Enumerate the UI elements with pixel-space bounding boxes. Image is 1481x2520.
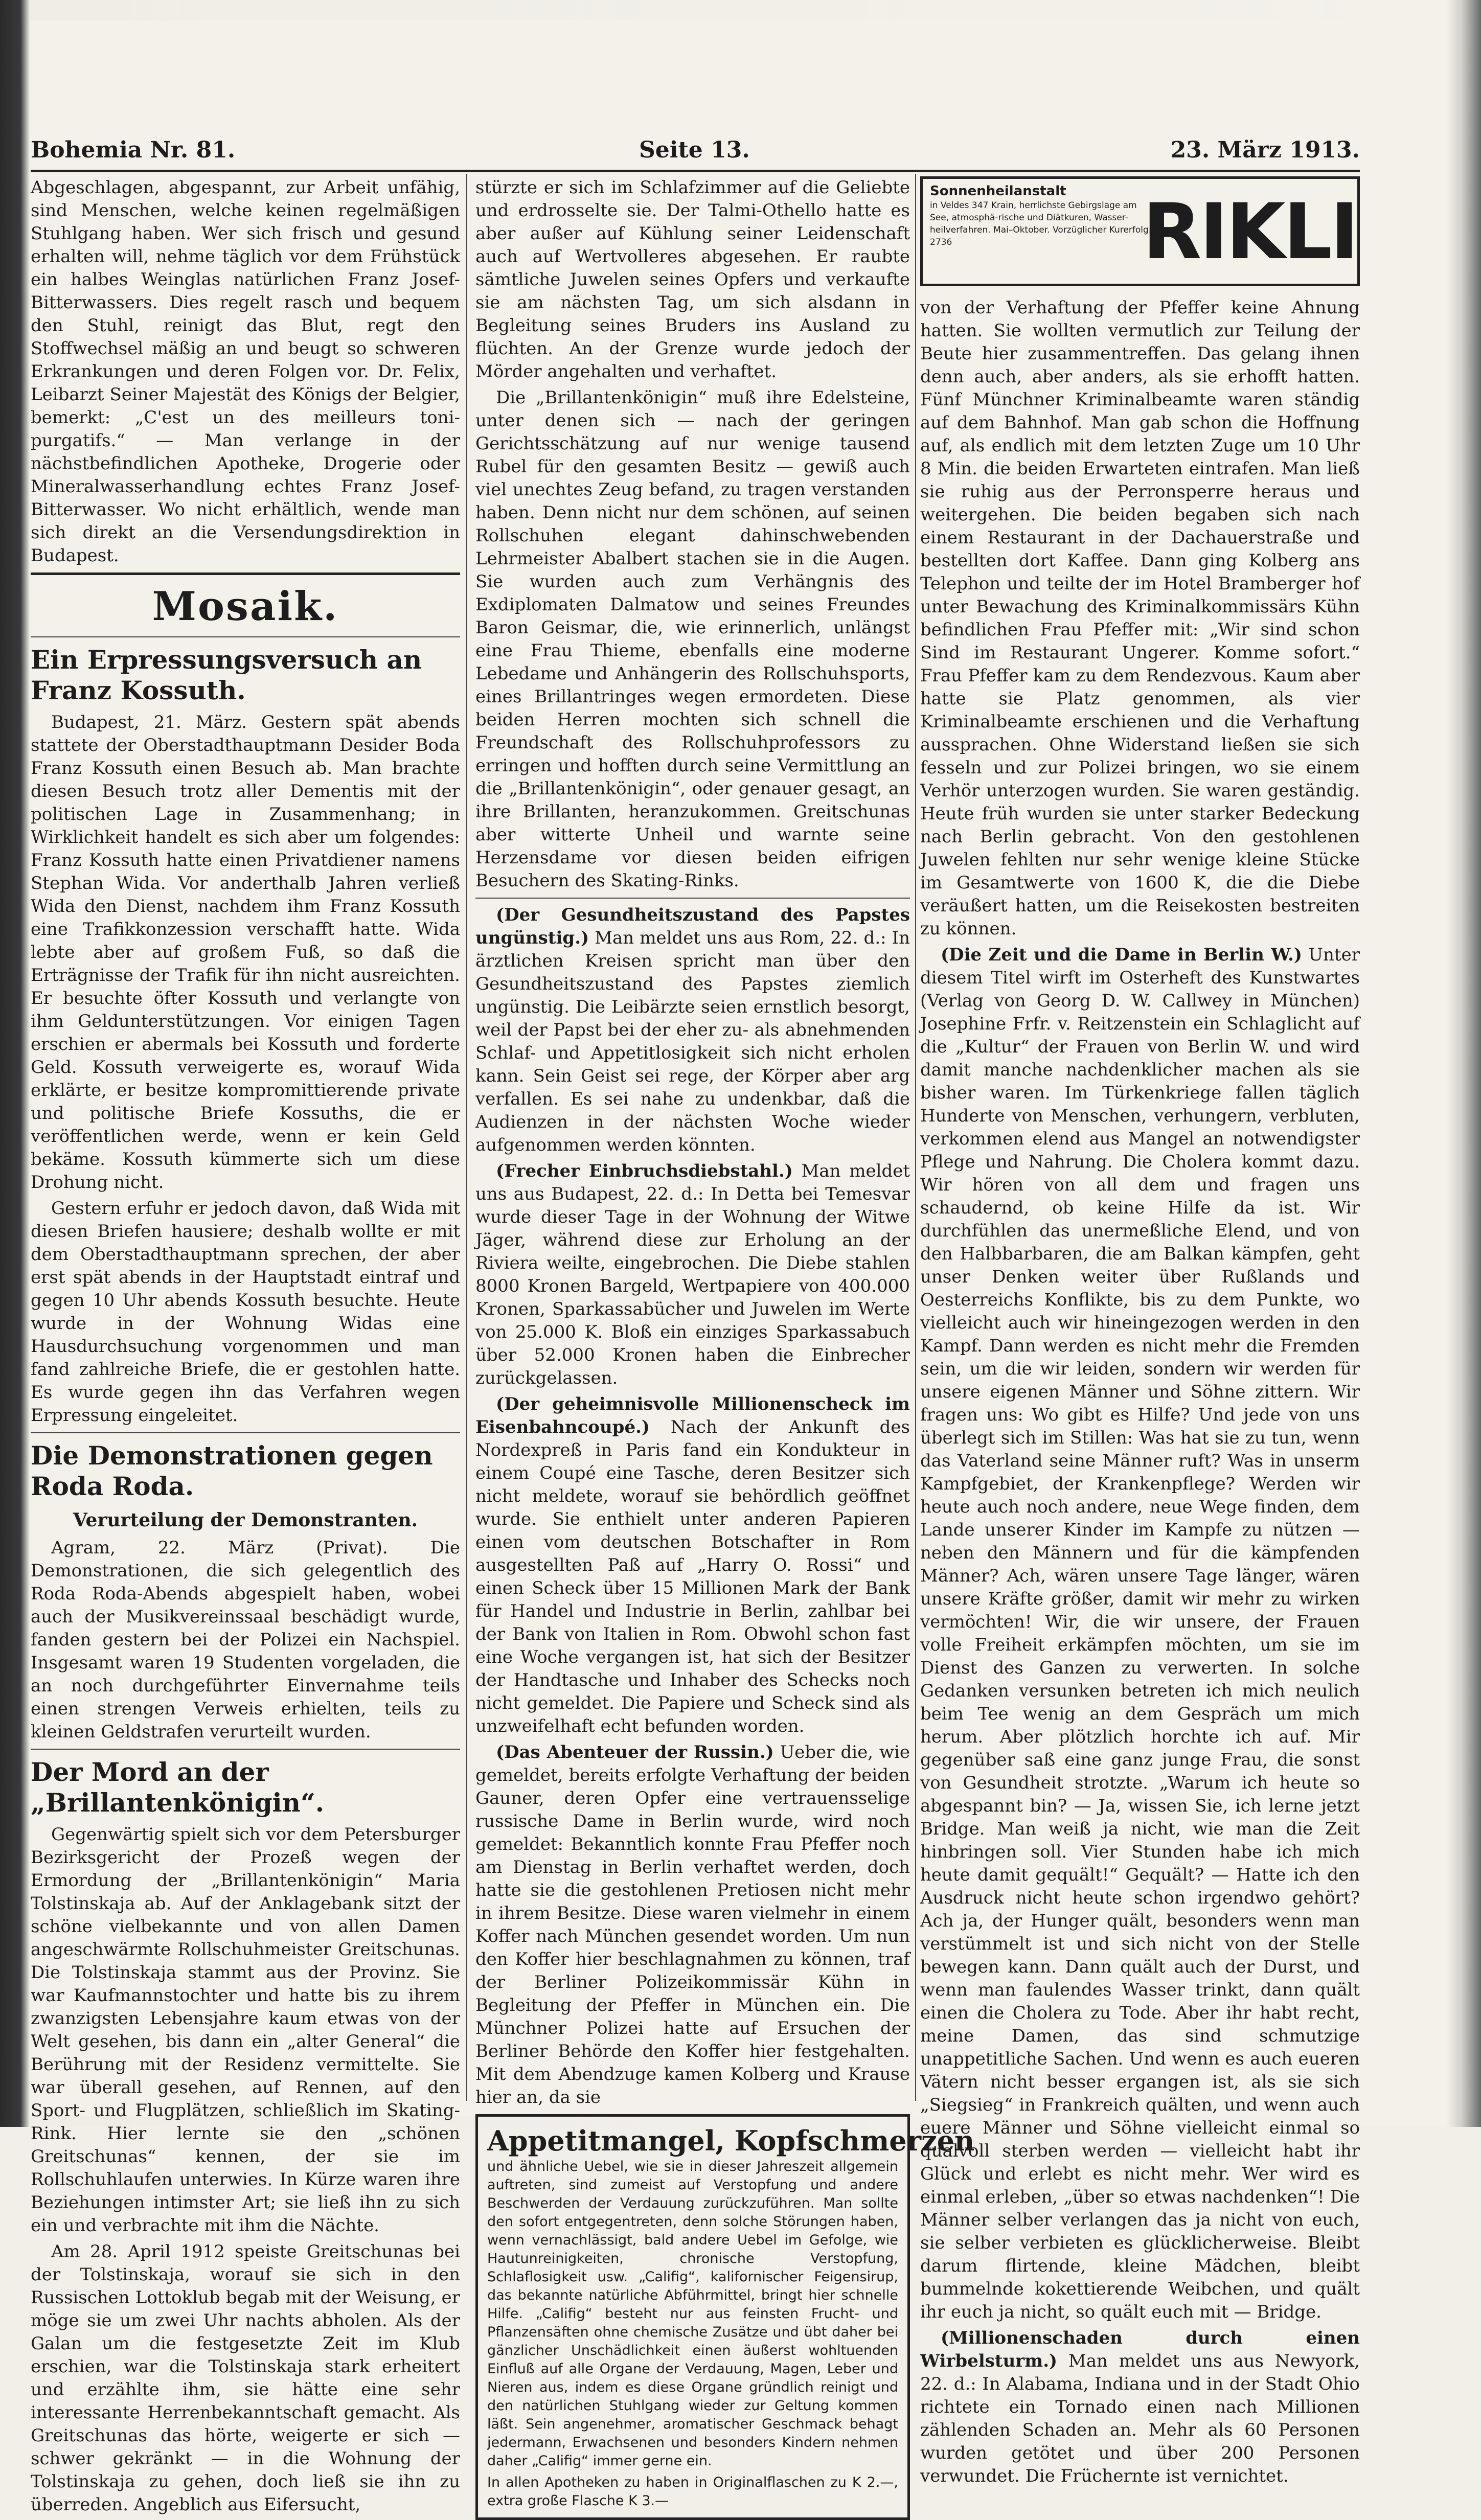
article-brillantenkoenigin-p1: Gegenwärtig spielt sich vor dem Petersburger Bezirksgericht der Prozeß wegen der Ermordung der „Brillantenkönigin“ Maria Tolstinskaja ab. Auf der Anklagebank sitzt der schöne vielbekannte und von allen Damen angeschwärmte Rollschuhmeister Greitschunas. Die Tolstinskaja stammt aus der Provinz. Sie war Kaufmannstochter und hatte bis zu ihrem zwanzigsten Lebensjahre kaum etwas von der Welt gesehen, bis dann ein „alter General“ die Berührung mit der Residenz vermittelte. Sie war überall gesehen, auf Rennen, auf den Sport- und Flugplätzen, schließlich im Skating-Rink. Hier lernte sie den „schönen Greitschunas“ kennen, der sie im Rollschuhlaufen unterwies. In Kürze waren ihre Beziehungen intimster Art; sie ließ ihn zu sich ein und verbrachte mit ihm die Nächte. (31, 1824, 460, 2236)
column-divider-1 (466, 174, 467, 2101)
header-date: 23. März 1913. (1170, 137, 1360, 163)
article-rule (31, 1749, 460, 1750)
section-rule (31, 572, 460, 575)
header-page-number: Seite 13. (639, 137, 750, 163)
news-russin-body: Ueber die, wie gemeldet, bereits erfolgte Verhaftung der beiden Gauner, deren Opfer eine vertrauensselige russische Dame in Berlin wurde, wird noch gemeldet: Bekanntlich konnte Frau Pfeffer noch am Dienstag in Berlin verhaftet werden, doch hatte sie die gestohlenen Pretiosen nicht mehr in ihrem Besitze. Diese waren vielmehr in einem Koffer nach München gesendet worden. Um nun den Koffer hier beschlagnahmen zu können, traf der Berliner Polizeikommissär Kühn in Begleitung der Pfeffer in München ein. Die Münchner Polizei hatte auf Ersuchen der Berliner Behörde den Koffer hier festgehalten. Mit dem Abendzuge kamen Kolberg und Krause hier an, da sie (475, 1742, 910, 2107)
news-millionenscheck-body: Nach der Ankunft des Nordexpreß in Paris fand ein Kondukteur in einem Coupé eine Tasche, deren Besitzer sich nicht meldete, worauf sie behördlich geöffnet wurde. Sie enthielt unter anderen Papieren einen vom deutschen Botschafter in Rom ausgestellten Paß auf „Harry O. Rossi“ und einen Scheck über 15 Millionen Mark der Bank für Handel und Industrie in Berlin, zahlbar bei der Bank von Italien in Rom. Obwohl schon fast eine Woche vergangen ist, hat sich der Besitzer der Handtasche und Inhaber des Schecks noch nicht gemeldet. Die Papiere und Scheck sind als unzweifelhaft echt befunden worden. (475, 1417, 910, 1736)
news-russin-title: (Das Abenteuer der Russin.) (496, 1742, 774, 1762)
news-millionenscheck (475, 1393, 910, 1738)
bitterwasser-ad-text: Abgeschlagen, abgespannt, zur Arbeit unfähig, sind Menschen, welche keinen regelmäßigen Stuhlgang haben. Wer sich frisch und gesund erhalten will, nehme täglich vor dem Frühstück ein halbes Weinglas natürlichen Franz Josef-Bitterwassers. Dies regelt rasch und bequem den Stuhl, reinigt das Blut, regt den Stoffwechsel mäßig an und beugt so schweren Erkrankungen und deren Folgen vor. Dr. Felix, Leibarzt Seiner Majestät des Königs der Belgier, bemerkt: „C'est un des meilleurs toni-purgatifs.“ — Man verlange in der nächstbefindlichen Apotheke, Drogerie oder Mineralwasserhandlung echtes Franz Josef-Bitterwasser. Wo nicht erhältlich, wende man sich direkt an die Versendungsdirektion in Budapest. (31, 177, 460, 566)
column-2 (475, 176, 975, 2509)
news-papst (475, 904, 910, 1157)
rikli-ad (920, 176, 1360, 286)
column-1 (31, 176, 460, 2515)
article-title-roda-roda: Die Demonstrationen gegen Roda Roda. (31, 1440, 433, 1501)
article-kossuth-p2: Gestern erfuhr er jedoch davon, daß Wida mit diesen Briefen hausiere; deshalb wollte er mit dem Oberstadthauptmann sprechen, der aber erst spät abends in der Hauptstadt eintraf und gegen 10 Uhr abends Kossuth besuchte. Heute wurde in der Wohnung Widas eine Hausdurchsuchung vorgenommen und man fand zahlreiche Briefe, die er gestohlen hatte. Es wurde gegen ihn das Verfahren wegen Erpressung eingeleitet. (31, 1198, 460, 1426)
header-rule (31, 170, 1360, 172)
title-rule (31, 636, 460, 637)
news-dame-berlin (920, 944, 1360, 2324)
news-wirbelsturm (920, 2327, 1360, 2488)
article-title-kossuth: Ein Erpressungsversuch an Franz Kossuth. (31, 645, 422, 705)
brillantenkoenigin-cont-p2: Die „Brillantenkönigin“ muß ihre Edelsteine, unter denen sich — nach der geringen Gerichtsschätzung auf nur wenige tausend Rubel für den gesamten Besitz — gewiß auch viel unechtes Zeug befand, zu tragen verstanden haben. Denn nicht nur dem schönen, auf seinen Rollschuhen elegant dahinschwebenden Lehrmeister Abalbert stachen sie in die Augen. Sie wurden auch zum Verhängnis des Exdiplomaten Dalmatow und seines Freundes Baron Geismar, die, wie erinnerlich, unlängst eine Frau Thieme, ebenfalls eine moderne Lebedame und Anhängerin des Rollschuhsports, eines Brillantringes wegen ermordeten. Diese beiden Herren mochten sich schnell die Freundschaft des Rollschuhprofessors zu erringen und hofften durch seine Vermittlung an die „Brillantenkönigin“, oder genauer gesagt, an ihre Brillanten, heranzukommen. Greitschunas aber witterte Unheil und warnte seine Herzensdame vor diesen beiden eifrigen Besuchern des Skating-Rinks. (475, 387, 910, 891)
news-wirbelsturm-body: Man meldet uns aus Newyork, 22. d.: In Alabama, Indiana und in der Stadt Ohio richtete ein Tornado einen nach Millionen zählenden Schaden an. Mehr als 60 Personen wurden getötet und über 200 Personen verwundet. Die Früchernte ist vernichtet. (920, 2351, 1360, 2486)
califig-ad (475, 2114, 975, 2520)
news-wirbelsturm-title: (Millionenschaden durch einen Wirbelsturm.) (920, 2328, 1360, 2371)
rikli-ad-body: in Veldes 347 Krain, herrlichste Gebirgslage am See, atmosphä-rische und Diätkuren, Wasser-heilverfahren. Mai–Oktober. Vorzüglicher Kurerfolg. 2736 (930, 200, 1152, 247)
califig-ad-body: und ähnliche Uebel, wie sie in dieser Jahreszeit allgemein auftreten, sind zumeist auf Verstopfung und andere Beschwerden der Verdauung zurückzuführen. Man sollte den sofort entgegentreten, denn solche Störungen haben, wenn vernachlässigt, bald andere Uebel im Gefolge, wie Hautunreinigkeiten, chronische Verstopfung, Schlaflosigkeit usw. „Califig“, kalifornischer Feigensirup, das bekannte natürliche Abführmittel, bringt hier schnelle Hilfe. „Califig“ besteht nur aus feinsten Frucht- und Pflanzensäften ohne chemische Zusätze und übt daher bei gänzlicher Unschädlichkeit einen äußerst wohltuenden Einfluß auf alle Organe der Verdauung, Magen, Leber und Nieren aus, indem es diese Organe gründlich reinigt und den natürlichen Stuhlgang wieder zur Geltung kommen läßt. Sein angenehmer, aromatischer Geschmack behagt jedermann, Erwachsenen und besonders Kindern nehmen daher „Califig“ immer gerne ein. (487, 2159, 898, 2469)
news-einbruch-title: (Frecher Einbruchsdiebstahl.) (496, 1161, 793, 1181)
article-kossuth-p1: Budapest, 21. März. Gestern spät abends stattete der Oberstadthauptmann Desider Boda Franz Kossuth einen Besuch ab. Man brachte diesen Besuch trotz aller Dementis mit der politischen Lage in Zusammenhang; in Wirklichkeit handelt es sich aber um folgendes: Franz Kossuth hatte einen Privatdiener namens Stephan Wida. Vor anderthalb Jahren verließ Wida den Dienst, nachdem ihm Franz Kossuth eine Trafikkonzession verschafft hatte. Wida lebte aber auf großem Fuß, so daß die Erträgnisse der Trafik für ihn nicht ausreichten. Er besuchte öfter Kossuth und verlangte von ihm Geldunterstützungen. Vor einigen Tagen erschien er abermals bei Kossuth und forderte Geld. Kossuth verweigerte es, worauf Wida erklärte, er besitze kompromittierende private und politische Briefe Kossuths, die er veröffentlichen werde, wenn er kein Geld bekäme. Kossuth kümmerte sich um diese Drohung nicht. (31, 712, 460, 1193)
news-papst-body: Man meldet uns aus Rom, 22. d.: In ärztlichen Kreisen spricht man über den Gesundheitszustand des Papstes ziemlich ungünstig. Die Leibärzte seien ernstlich besorgt, weil der Papst bei der eher zu- als abnehmenden Schlaf- und Appetitlosigkeit sich nicht erholen kann. Sein Geist sei rege, der Körper aber arg verfallen. Es sei nahe zu undenkbar, daß die Audienzen in der nächsten Woche wieder aufgenommen werden könnten. (475, 928, 910, 1155)
article-title-brillantenkoenigin: Der Mord an der „Brillantenkönigin“. (31, 1757, 325, 1818)
article-subtitle-roda-roda: Verurteilung der Demonstranten. (73, 1509, 418, 1531)
article-rule (31, 1432, 460, 1433)
header-issue: Bohemia Nr. 81. (31, 137, 236, 163)
news-millionenscheck-title: (Der geheimnisvolle Millionenscheck im Eisenbahncoupé.) (475, 1394, 910, 1437)
article-brillantenkoenigin-p2: Am 28. April 1912 speiste Greitschunas bei der Tolstinskaja, worauf sie sich in den Russischen Lottoklub begab mit der Weisung, er möge sie um zwei Uhr nachts abholen. Als der Galan um die festgesetzte Zeit im Klub erschien, war die Tolstinskaja stark erheitert und erzählte ihm, sie hätte eine sehr interessante Herrenbekanntschaft gemacht. Als Greitschunas das hörte, weigerte er sich — schwer gekränkt — in die Wohnung der Tolstinskaja zu gehen, doch ließ sie ihn zu überreden. Angeblich aus Eifersucht, (31, 2241, 460, 2515)
rikli-logo: RIKLI (1143, 188, 1357, 277)
news-einbruch (475, 1160, 910, 1390)
rikli-ad-title: Sonnenheilanstalt (930, 184, 1066, 199)
califig-ad-footer: In allen Apotheken zu haben in Originalflaschen zu K 2.—, extra große Flasche K 3.— (487, 2475, 898, 2509)
rikli-ad-text (930, 183, 1155, 248)
section-title: Mosaik. (152, 583, 339, 630)
column-3 (920, 296, 1360, 2486)
news-dame-berlin-body: Unter diesem Titel wirft im Osterheft des Kunstwartes (Verlag von Georg D. W. Callwey in München) Josephine Frfr. v. Reitzenstein ein Schlaglicht auf die „Kultur“ der Frauen von Berlin W. und wird damit manche nachdenklicher machen als sie bisher waren. Im Türkenkriege fallen täglich Hunderte von Menschen, verhungern, verbluten, verkommen elend aus Mangel an notwendigster Pflege und Nahrung. Die Cholera kommt dazu. Wir hören von all dem und fragen uns schaudernd, ob keine Hilfe da ist. Wir durchfühlen das unermeßliche Elend, und von den Halbbarbaren, die am Balkan kämpfen, geht unser Denken weiter über Rußlands und Oesterreichs Konflikte, bis zu dem Punkte, wo vielleicht auch wir hineingezogen werden in den Kampf. Dann werden es nicht mehr die Fremden sein, um die wir leiden, sondern wir werden für unsere eigenen Männer und Söhne zittern. Wir fragen uns: Wo gibt es Hilfe? Und jede von uns überlegt sich im Stillen: Was hat sie zu tun, wenn das Vaterland seine Männer ruft? Was in unserm Kampfgebiet, der Krankenpflege? Werden wir heute auch noch andere, neue Wege finden, dem Lande unserer Kinder im Kampfe zu nützen — neben den Männern und für die kämpfenden Männer? Ach, wären unsere Tage länger, wären unsere Kräfte größer, damit wir mehr zu wirken vermöchten! Wir, die wir unsere, der Frauen volle Freiheit erkämpfen möchten, um sie im Dienst des Ganzen zu verwerten. In solche Gedanken versunken betreten ich mich neulich beim Tee wenig an dem Gespräch um mich herum. Aber plötzlich horchte ich auf. Mir gegenüber saß eine ganz junge Frau, die sonst von Gesundheit strotzte. „Warum ich heute so abgespannt bin? — Ja, wissen Sie, ich lerne jetzt Bridge. Man weiß ja nicht, wie man die Zeit hinbringen soll. Vier Stunden habe ich mich heute damit gequält!“ Gequält? — Hatte ich den Ausdruck nicht heute schon irgendwo gehört? Ach ja, der Hunger quält, besonders wenn man verstümmelt ist und sich nicht von der Stelle bewegen kann. Dann quält auch der Durst, und wenn man faulendes Wasser trinkt, dann quält einen die Cholera zu Tode. Aber ihr habt recht, meine Damen, das sind schmutzige unappetitliche Sachen. Und wenn es auch eueren Vätern nicht besser ergangen ist, als sie sich „Siegsieg“ in Frankreich quälten, und wenn auch euere Männer und Söhne vielleicht einmal so qualvoll sterben werden — vielleicht habt ihr Glück und erlebt es nicht mehr. Wer wird es einmal erleben, „über so etwas nachdenken“! Die Männer selber verlangen das ja nicht von euch, sie selber verbieten es glücklicherweise. Bleibt darum flirtende, kleine Mädchen, bleibt bummelnde kokettierende Weibchen, und quält ihr euch ja nicht, so quält euch mit — Bridge. (920, 945, 1360, 2322)
page-header (31, 128, 1360, 164)
article-rule (475, 898, 910, 899)
russin-cont-p1: von der Verhaftung der Pfeffer keine Ahnung hatten. Sie wollten vermutlich zur Teilung der Beute hier zusammentreffen. Das gelang ihnen denn auch, aber anders, als sie erhofft hatten. Fünf Münchner Kriminalbeamte waren ständig auf dem Bahnhof. Man gab schon die Hoffnung auf, als endlich mit dem letzten Zuge um 10 Uhr 8 Min. die beiden Erwarteten eintrafen. Man ließ sie ruhig aus der Perronsperre heraus und weitergehen. Die beiden begaben sich nach einem Restaurant in der Dachauerstraße und bestellten dort Kaffee. Dann ging Kolberg ans Telephon und teilte der im Hotel Bramberger hof unter Bewachung des Kriminalkommissärs Kühn befindlichen Frau Pfeffer mit: „Wir sind schon Sind im Restaurant Ungerer. Komme sofort.“ Frau Pfeffer kam zu dem Rendezvous. Kaum aber hatte sie Platz genommen, als vier Kriminalbeamte erschienen und die Verhaftung aussprachen. Ohne Widerstand ließen sie sich fesseln und zur Polizei bringen, wo sie einem Verhör unterzogen wurden. Sie waren geständig. Heute früh wurden sie unter starker Bedeckung nach Berlin gebracht. Von den gestohlenen Juwelen fehlten nur sehr wenige kleine Stücke im Gesamtwerte von 1600 K, die die Diebe veräußert hatten, um die Reisekosten bestreiten zu können. (920, 297, 1360, 939)
news-einbruch-body: Man meldet uns aus Budapest, 22. d.: In Detta bei Temesvar wurde dieser Tage in der Wohnung der Witwe Jäger, während diese zur Erholung an der Riviera weilte, eingebrochen. Die Diebe stahlen 8000 Kronen Bargeld, Wertpapiere von 400.000 Kronen, Sparkassabücher und Juwelen im Werte von 25.000 K. Bloß ein einziges Sparkassabuch über 52.000 Kronen haben die Einbrecher zurückgelassen. (475, 1161, 910, 1388)
califig-ad-title: Appetitmangel, Kopfschmerzen (487, 2124, 975, 2157)
news-papst-title: (Der Gesundheitszustand des Papstes ungünstig.) (475, 905, 910, 948)
column-divider-2 (915, 174, 916, 2101)
news-russin (475, 1741, 910, 2109)
brillantenkoenigin-cont-p1: stürzte er sich im Schlafzimmer auf die Geliebte und erdrosselte sie. Der Talmi-Othello hatte es aber außer auf Kühlung seiner Leidenschaft auch auf Wertvolleres abgesehen. Er raubte sämtliche Juwelen seines Opfers und verkaufte sie am nächsten Tag, um sich alsdann in Begleitung seines Bruders ins Ausland zu flüchten. An der Grenze wurde jedoch der Mörder angehalten und verhaftet. (475, 177, 910, 382)
news-dame-berlin-title: (Die Zeit und die Dame in Berlin W.) (941, 945, 1303, 965)
article-roda-roda-p1: Agram, 22. März (Privat). Die Demonstrationen, die sich gelegentlich des Roda Roda-Abends abgespielt haben, wobei auch der Musikvereinssaal beschädigt wurde, fanden gestern bei der Polizei ein Nachspiel. Insgesamt waren 19 Studenten vorgeladen, die an noch durchgeführter Einvernahme teils einen strengen Verweis erhielten, teils zu kleinen Geldstrafen verurteilt wurden. (31, 1538, 460, 1742)
